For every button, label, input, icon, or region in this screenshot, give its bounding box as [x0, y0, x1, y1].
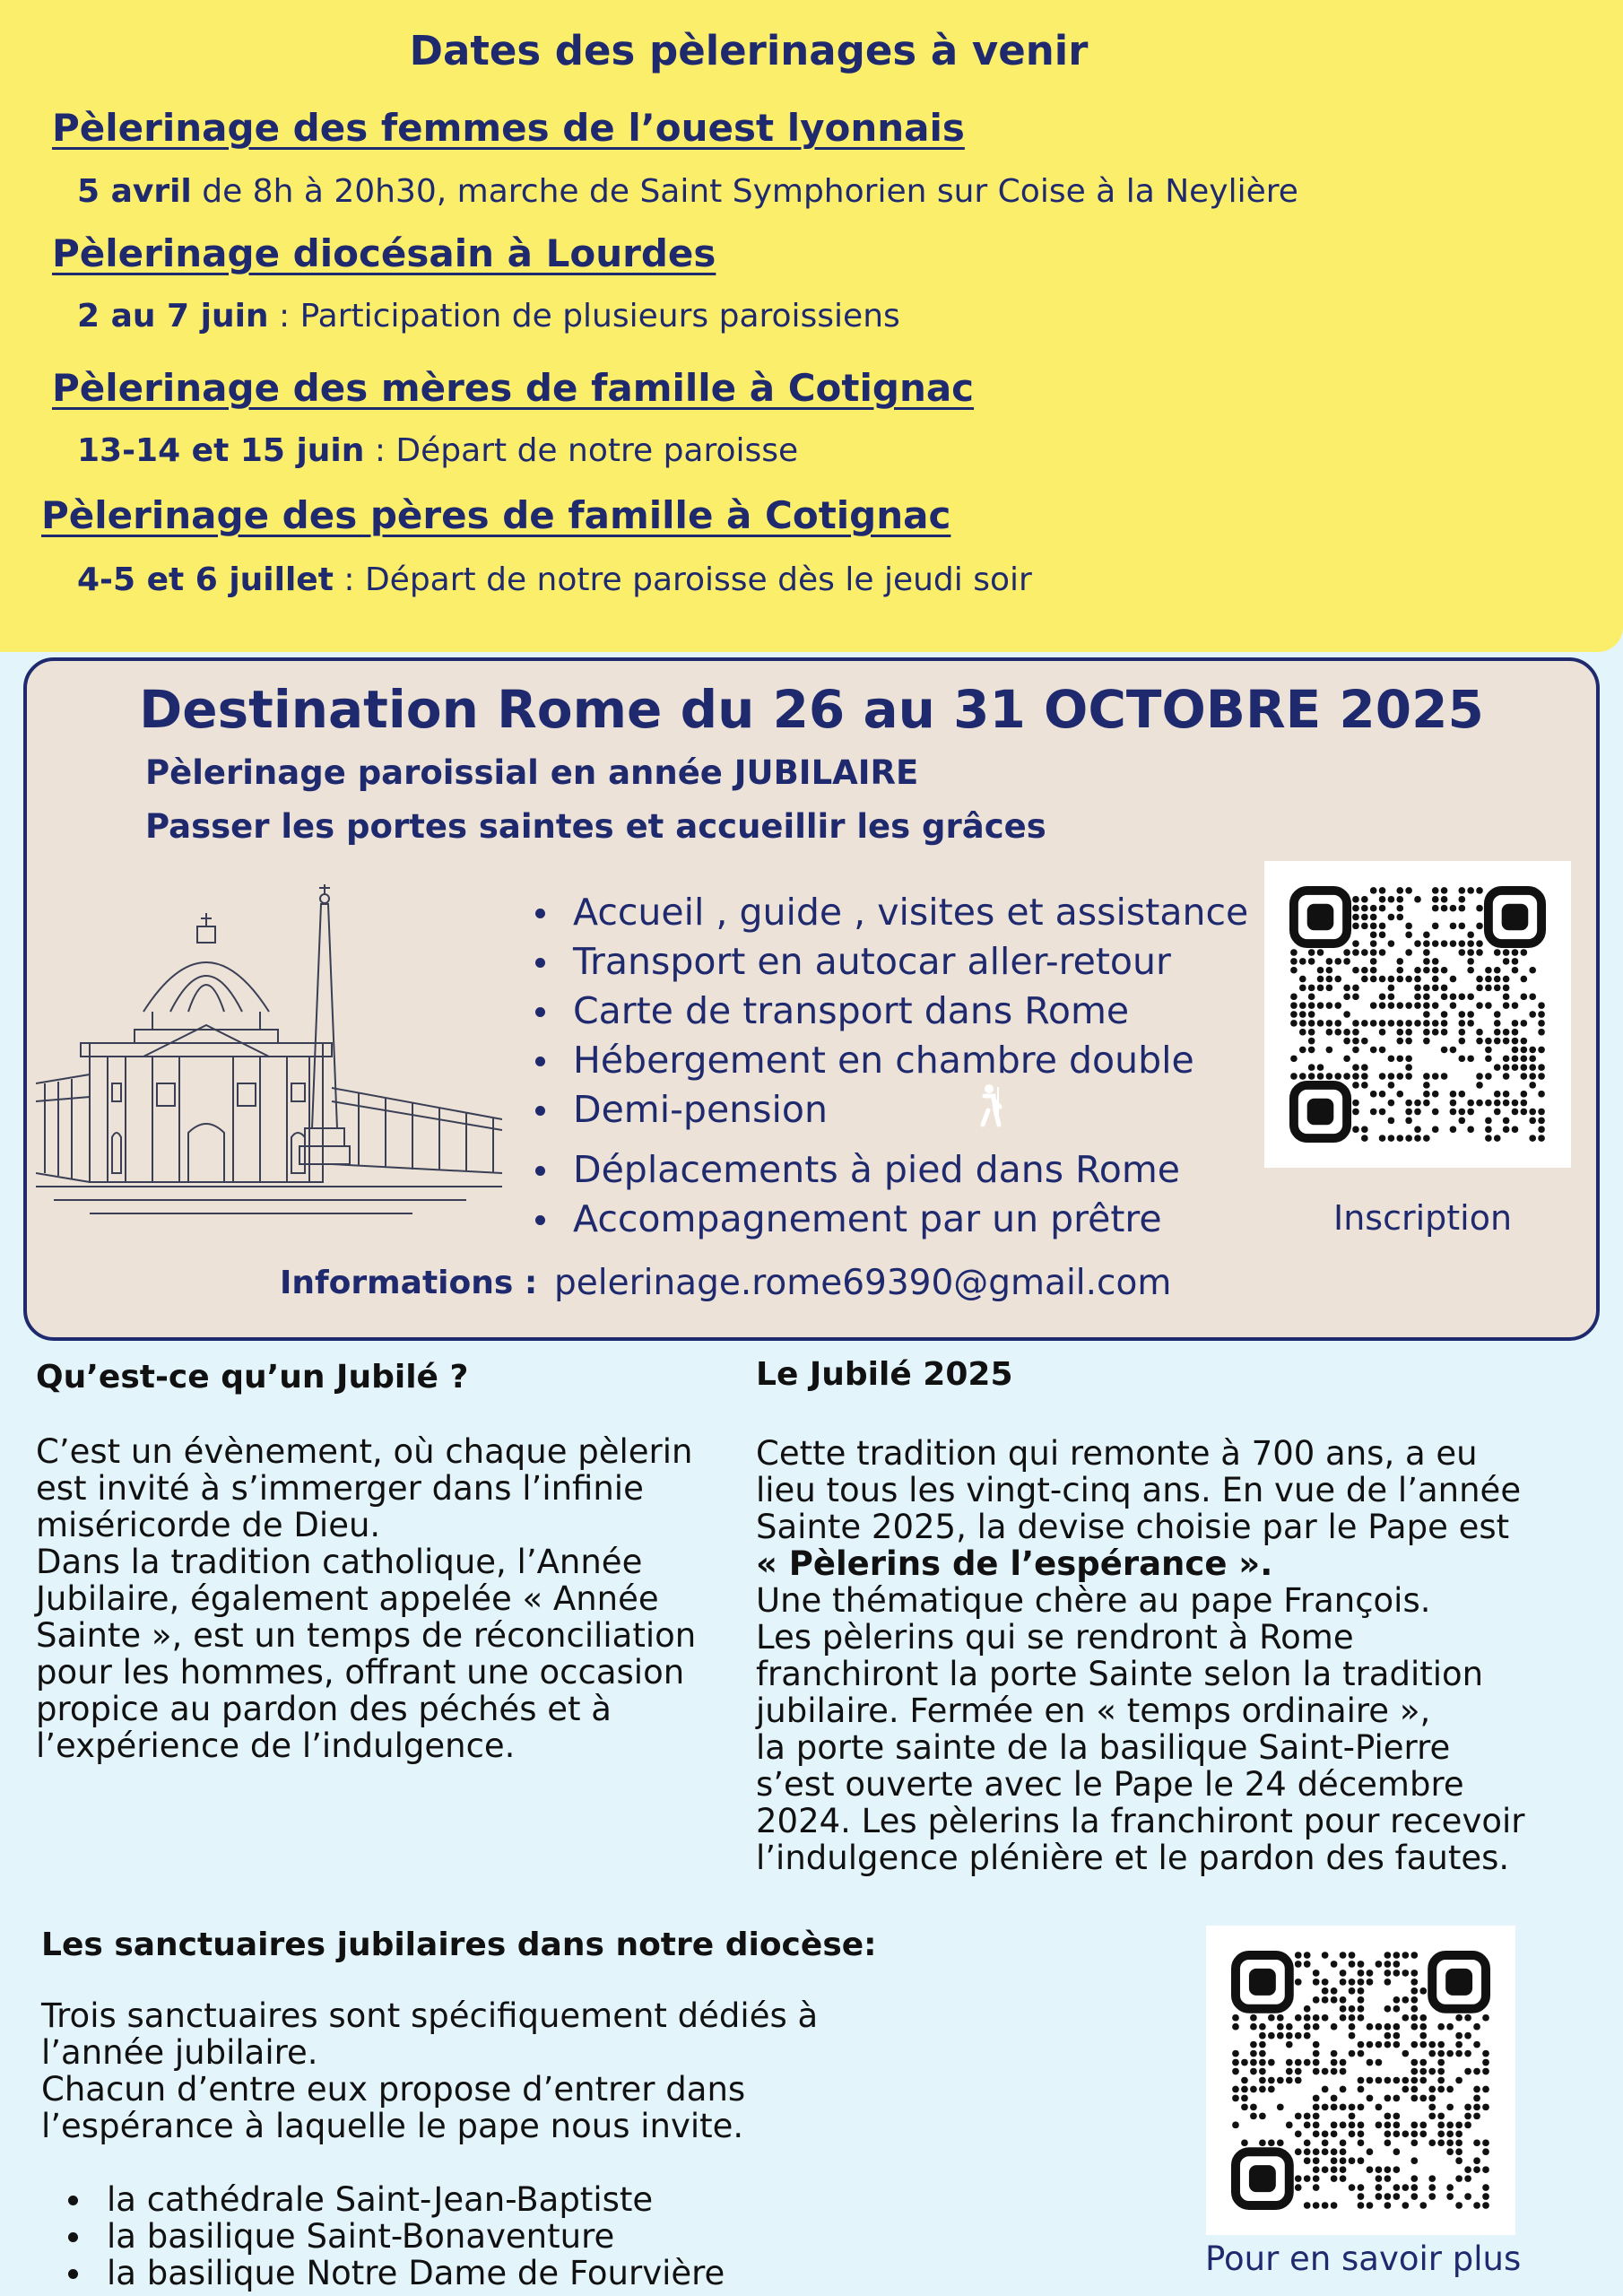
pilgrimage-detail-mothers: 13-14 et 15 juin : Départ de notre paroisse [77, 432, 799, 469]
feature-item: Accompagnement par un prêtre [531, 1195, 1248, 1244]
walking-pilgrim-icon [976, 1083, 1002, 1128]
feature-item: Accueil , guide , visites et assistance [531, 888, 1248, 937]
feature-item: Demi-pension [531, 1085, 1248, 1135]
pilgrimage-title-women: Pèlerinage des femmes de l’ouest lyonnais [52, 106, 965, 150]
jubilee-motto: « Pèlerins de l’espérance ». [756, 1544, 1273, 1583]
list-item: la basilique Saint-Bonaventure [65, 2218, 725, 2255]
feature-item: Transport en autocar aller-retour [531, 937, 1248, 987]
list-item: la cathédrale Saint-Jean-Baptiste [65, 2181, 725, 2218]
sanctuaries-list [65, 2181, 725, 2292]
rome-subtitle-jubilee: Pèlerinage paroissial en année JUBILAIRE [145, 753, 919, 792]
jubilee-2025-heading: Le Jubilé 2025 [756, 1356, 1013, 1393]
pilgrimage-detail-lourdes: 2 au 7 juin : Participation de plusieurs paroissiens [77, 298, 900, 335]
feature-item: Carte de transport dans Rome [531, 987, 1248, 1036]
inscription-caption: Inscription [1333, 1198, 1513, 1238]
what-is-jubilee-heading: Qu’est-ce qu’un Jubilé ? [36, 1359, 469, 1396]
upcoming-heading: Dates des pèlerinages à venir [409, 27, 1089, 74]
info-label: Informations : [280, 1265, 538, 1301]
pilgrimage-detail-fathers: 4-5 et 6 juillet : Départ de notre paroisse dès le jeudi soir [77, 561, 1032, 598]
list-item: la basilique Notre Dame de Fourvière [65, 2255, 725, 2292]
pilgrimage-title-fathers: Pèlerinage des pères de famille à Cotignac [41, 493, 951, 537]
feature-item: Hébergement en chambre double [531, 1036, 1248, 1085]
rome-title: Destination Rome du 26 au 31 OCTOBRE 2025 [139, 679, 1484, 740]
rome-features-list [531, 888, 1248, 1244]
rome-subtitle-doors: Passer les portes saintes et accueillir les grâces [145, 807, 1046, 846]
more-info-qr-code[interactable] [1206, 1926, 1515, 2235]
info-email-link[interactable]: pelerinage.rome69390@gmail.com [554, 1263, 1172, 1303]
inscription-qr-code[interactable] [1264, 861, 1571, 1168]
pilgrimage-detail-women: 5 avril de 8h à 20h30, marche de Saint Symphorien sur Coise à la Neylière [77, 173, 1298, 210]
st-peters-basilica-sketch [36, 877, 502, 1218]
sanctuaries-text: Trois sanctuaires sont spécifiquement dédiés à l’année jubilaire. Chacun d’entre eux propose d’entrer dans l’espérance à laquelle le pape nous invite. [41, 1996, 819, 2145]
what-is-jubilee-text: C’est un évènement, où chaque pèlerin est invité à s’immerger dans l’infinie miséricorde de Dieu. Dans la tradition catholique, l’Année Jubilaire, également appelée « Année Sainte », est un temps de réconciliation pour les hommes, offrant une occasion propice au pardon des péchés et à l’expérience de l’indulgence. [36, 1432, 697, 1765]
pilgrimage-title-mothers: Pèlerinage des mères de famille à Cotignac [52, 366, 975, 410]
jubilee-2025-text: Cette tradition qui remonte à 700 ans, a eu lieu tous les vingt-cinq ans. En vue de l’année Sainte 2025, la devise choisie par le Pape est « Pèlerins de l’espérance ». Une thématique chère au pape François. Les pèlerins qui se rendront à Rome franchiront la porte Sainte selon la tradition jubilaire. Fermée en « temps ordinaire », la porte sainte de la basilique Saint-Pierre s’est ouverte avec le Pape le 24 décembre 2024. Les pèlerins la franchiront pour recevoir l’indulgence plénière et le pardon des fautes. [756, 1434, 1525, 1877]
pilgrimage-title-lourdes: Pèlerinage diocésain à Lourdes [52, 231, 716, 275]
more-info-caption: Pour en savoir plus [1205, 2239, 1522, 2278]
feature-item: Déplacements à pied dans Rome [531, 1145, 1248, 1195]
sanctuaries-heading: Les sanctuaires jubilaires dans notre diocèse: [41, 1926, 877, 1963]
